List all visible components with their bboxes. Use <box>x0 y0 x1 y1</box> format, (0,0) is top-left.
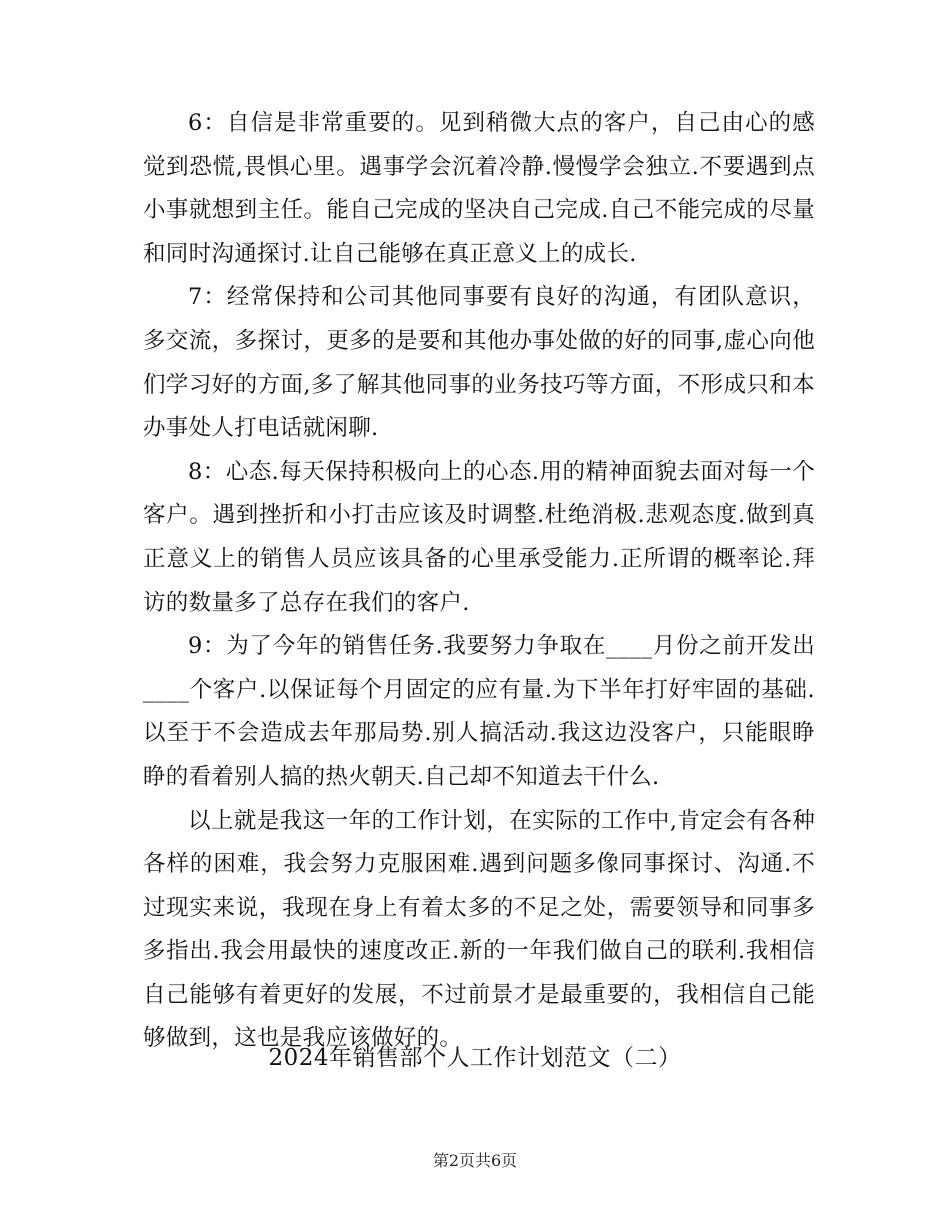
paragraph-conclusion: 以上就是我这一年的工作计划，在实际的工作中,肯定会有各种各样的困难，我会努力克服困难.遇到问题多像同事探讨、沟通.不过现实来说，我现在身上有着太多的不足之处，需要领导和同事多多指出.我会用最快的速度改正.新的一年我们做自己的联利.我相信自己能够有着更好的发展，不过前景才是最重要的，我相信自己能够做到，这也是我应该做好的。 <box>143 807 815 1052</box>
page-number: 第2页共6页 <box>432 1151 518 1170</box>
document-body <box>143 102 815 1061</box>
paragraph-item-6: 6：自信是非常重要的。见到稍微大点的客户，自己由心的感觉到恐慌,畏惧心里。遇事学会沉着冷静.慢慢学会独立.不要遇到点小事就想到主任。能自己完成的坚决自己完成.自己不能完成的尽量和同时沟通探讨.让自己能够在真正意义上的成长. <box>143 110 815 267</box>
paragraph-item-8: 8：心态.每天保持积极向上的心态.用的精神面貌去面对每一个客户。遇到挫折和小打击应该及时调整.杜绝消极.悲观态度.做到真正意义上的销售人员应该具备的心里承受能力.正所谓的概率论.拜访的数量多了总存在我们的客户. <box>143 458 815 616</box>
paragraph-item-9: 9：为了今年的销售任务.我要努力争取在____月份之前开发出____个客户.以保证每个月固定的应有量.为下半年打好牢固的基础.以至于不会造成去年那局势.别人搞活动.我这边没客户，只能眼睁睁的看着别人搞的热火朝天.自己却不知道去干什么. <box>143 633 815 790</box>
section-title: 2024年销售部个人工作计划范文（二） <box>268 1045 682 1071</box>
paragraph-item-7: 7：经常保持和公司其他同事要有良好的沟通，有团队意识，多交流，多探讨，更多的是要和其他办事处做的好的同事,虚心向他们学习好的方面,多了解其他同事的业务技巧等方面，不形成只和本办事处人打电话就闲聊. <box>143 284 815 442</box>
